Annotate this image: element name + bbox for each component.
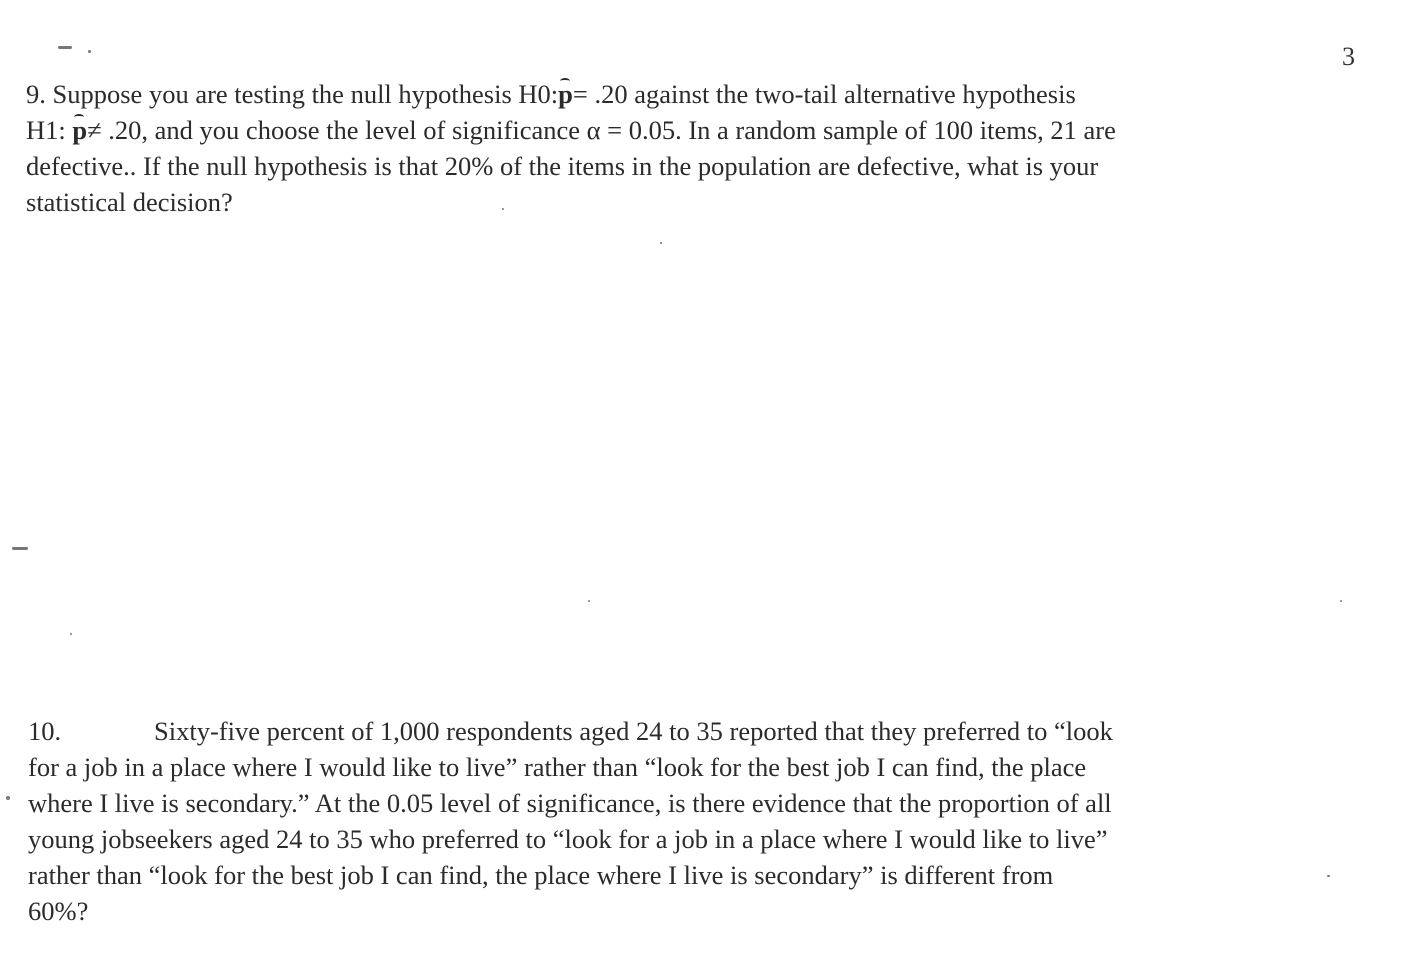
- question-10-line-3: where I live is secondary.” At the 0.05 level of significance, is there evidence that the proportion of all: [28, 788, 1112, 818]
- scan-speck: [58, 46, 72, 49]
- question-9: [26, 76, 1386, 220]
- question-10-number: 10.: [28, 716, 62, 746]
- question-9-line-3: defective.. If the null hypothesis is that 20% of the items in the population are defective, what is your: [26, 151, 1099, 181]
- scan-speck: [6, 796, 10, 800]
- question-9-text-2b: ≠ .20, and you choose the level of significance α = 0.05. In a random sample of 100 items, 21 are: [87, 115, 1116, 145]
- question-9-text-1b: = .20 against the two-tail alternative hypothesis: [572, 79, 1076, 109]
- question-10-line-4: young jobseekers aged 24 to 35 who preferred to “look for a job in a place where I would like to live”: [28, 824, 1108, 854]
- scan-speck: [12, 547, 28, 550]
- p-hat-symbol: p: [558, 76, 573, 112]
- question-9-text-2a: H1:: [26, 115, 66, 145]
- scan-speck: [588, 600, 590, 602]
- question-9-line-4: statistical decision?: [26, 187, 233, 217]
- question-9-line-2: [26, 112, 1386, 148]
- scan-speck: [88, 50, 91, 53]
- scan-speck: [502, 208, 504, 210]
- question-10-line-5: rather than “look for the best job I can find, the place where I live is secondary” is different from: [28, 860, 1054, 890]
- scan-speck: [660, 242, 662, 244]
- question-9-text-1a: Suppose you are testing the null hypothesis H0:: [52, 79, 559, 109]
- question-10-text-1: Sixty-five percent of 1,000 respondents aged 24 to 35 reported that they preferred to “look: [154, 716, 1113, 746]
- question-10-line-6: 60%?: [28, 896, 89, 926]
- scan-speck: [1327, 875, 1330, 877]
- page-number: 3: [1342, 42, 1355, 71]
- p-hat-symbol: p: [72, 112, 87, 148]
- question-9-line-1: [26, 76, 1386, 112]
- question-9-number: 9.: [26, 79, 46, 109]
- question-10-line-2: for a job in a place where I would like to live” rather than “look for the best job I can find, the place: [28, 752, 1087, 782]
- scan-speck: [70, 633, 72, 635]
- question-10: [28, 713, 1388, 929]
- question-10-line-1: [28, 713, 1388, 749]
- scan-speck: [1340, 600, 1342, 602]
